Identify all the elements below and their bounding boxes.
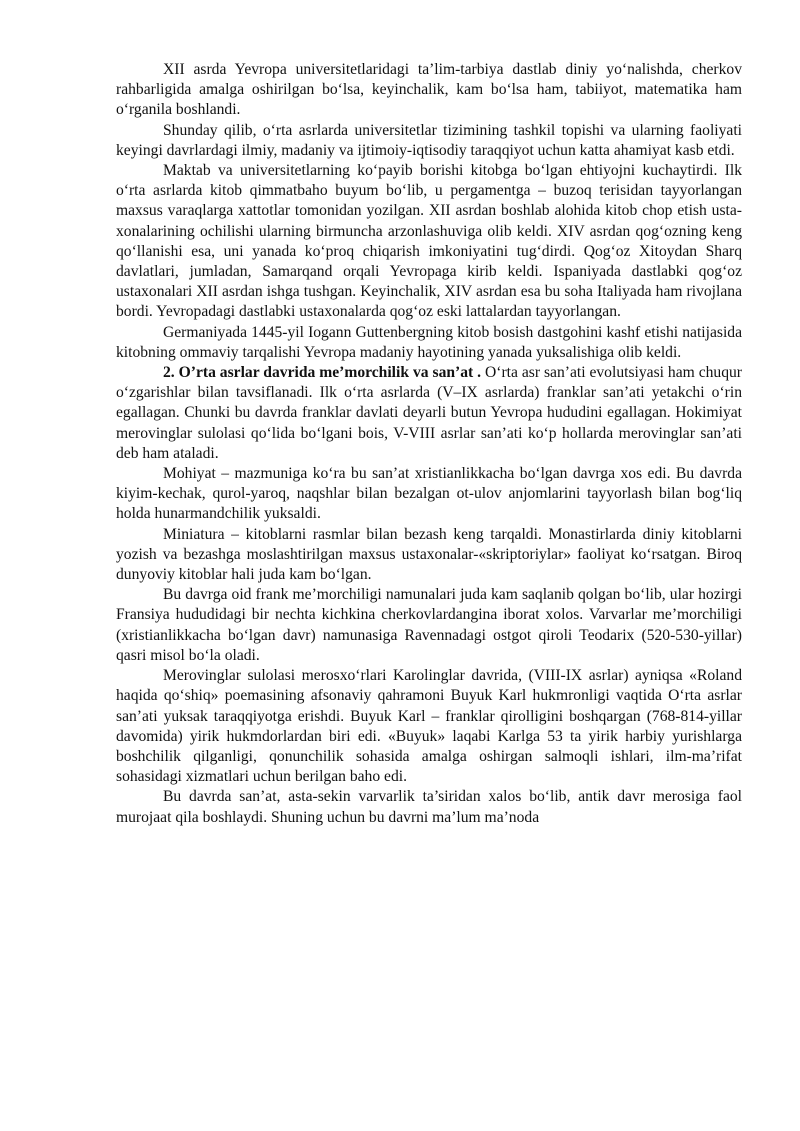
- paragraph-text: Maktab va universitetlarning ko‘payib borishi kitobga bo‘lgan ehtiyojni kuchaytirdi. Ilk o‘rta asrlarda kitob qimmatbaho buyum bo‘lib, u pergamentga – buzoq terisidan tayyorlangan maxsus varaqlarga xattotlar tomonidan yozilgan. XII asrdan boshlab alohida kitob chop etish usta-xonalarining ochilishi ularning birmuncha arzonlashuviga olib keldi. XIV asrdan qog‘ozning keng qo‘llanishi esa, uni yanada ko‘proq chiqarish imkoniyatini tug‘dirdi. Qog‘oz Xitoydan Sharq davlatlari, jumladan, Samarqand orqali Yevropaga kirib keldi. Ispaniyada dastlabki qog‘oz ustaxonalari XII asrdan ishga tushgan. Keyinchalik, XIV asrdan esa bu soha Italiyada ham rivojlana bordi. Yevropadagi dastlabki ustaxonalarda qog‘oz eski lattalardan tayyorlangan.: [116, 162, 742, 321]
- paragraph: [116, 121, 742, 161]
- paragraph-text: Bu davrda san’at, asta-sekin varvarlik ta’siridan xalos bo‘lib, antik davr merosiga faol murojaat qila boshlaydi. Shuning uchun bu davrni ma’lum ma’noda: [116, 788, 742, 826]
- paragraph: [116, 585, 742, 666]
- paragraph: [116, 525, 742, 586]
- paragraph: [116, 323, 742, 363]
- paragraph-text: Mohiyat – mazmuniga ko‘ra bu san’at xristianlikkacha bo‘lgan davrga xos edi. Bu davrda kiyim-kechak, qurol-yaroq, naqshlar bilan bezalgan ot-ulov anjomlarini tayyorlash bilan bog‘liq holda hunarmandchilik yuksaldi.: [116, 465, 742, 523]
- section-heading: 2. O’rta asrlar davrida me’morchilik va san’at .: [163, 364, 482, 382]
- paragraph: [116, 787, 742, 827]
- paragraph: [116, 464, 742, 525]
- paragraph-text: Germaniyada 1445-yil Iogann Guttenbergning kitob bosish dastgohini kashf etishi natijasida kitobning ommaviy tarqalishi Yevropa madaniy hayotining yanada yuksalishiga olib keldi.: [116, 323, 742, 361]
- document-page: [116, 60, 742, 828]
- paragraph: [116, 60, 742, 121]
- paragraph-text: Shunday qilib, o‘rta asrlarda universitetlar tizimining tashkil topishi va ularning faoliyati keyingi davrlardagi ilmiy, madaniy va ijtimoiy-iqtisodiy taraqqiyot uchun katta ahamiyat kasb etdi.: [116, 121, 742, 159]
- paragraph-text: Bu davrga oid frank me’morchiligi namunalari juda kam saqlanib qolgan bo‘lib, ular hozirgi Fransiya hududidagi bir nechta kichkina cherkovlardangina iborat xolos. Varvarlar me’morchiligi (xristianlikkacha bo‘lgan davr) namunasiga Ravennadagi ostgot qiroli Teodarix (520-530-yillar) qasri misol bo‘la oladi.: [116, 586, 742, 664]
- section-paragraph: [116, 363, 742, 464]
- paragraph-text: Merovinglar sulolasi merosxo‘rlari Karolinglar davrida, (VIII-IX asrlar) ayniqsa «Roland haqida qo‘shiq» poemasining afsonaviy qahramoni Buyuk Karl hukmronligi vaqtida O‘rta asrlar san’ati yuksak taraqqiyotga erishdi. Buyuk Karl – franklar qirolligini boshqargan (768-814-yillar davomida) yirik hukmdorlardan biri edi. «Buyuk» laqabi Karlga 53 ta yirik harbiy yurishlarga boshchilik qilganligi, qonunchilik sohasida amalga oshirgan salmoqli ishlari, ilm-ma’rifat sohasidagi xizmatlari uchun berilgan baho edi.: [116, 667, 742, 786]
- paragraph-text: Miniatura – kitoblarni rasmlar bilan bezash keng tarqaldi. Monastirlarda diniy kitoblarni yozish va bezashga moslashtirilgan maxsus ustaxonalar-«skriptoriylar» faoliyat ko‘rsatgan. Biroq dunyoviy kitoblar hali juda kam bo‘lgan.: [116, 525, 742, 584]
- paragraph-text: XII asrda Yevropa universitetlaridagi ta’lim-tarbiya dastlab diniy yo‘nalishda, cherkov rahbarligida amalga oshirilgan bo‘lsa, keyinchalik, kam bo‘lsa ham, tabiiyot, matematika ham o‘rganila boshlandi.: [116, 61, 742, 119]
- paragraph-text: O‘rta asr san’ati evolutsiyasi ham chuqur o‘zgarishlar bilan tavsiflanadi. Ilk o‘rta asrlarda (V–IX asrlarda) franklar san’ati yetakchi o‘rin egallagan. Chunki bu davrda franklar davlati deyarli butun Yevropa hududini egallagan. Hokimiyat merovinglar sulolasi qo‘lida bo‘lgani bois, V-VIII asrlar san’ati ko‘p hollarda merovinglar san’ati deb ham ataladi.: [116, 364, 742, 462]
- paragraph: [116, 666, 742, 787]
- paragraph: [116, 161, 742, 323]
